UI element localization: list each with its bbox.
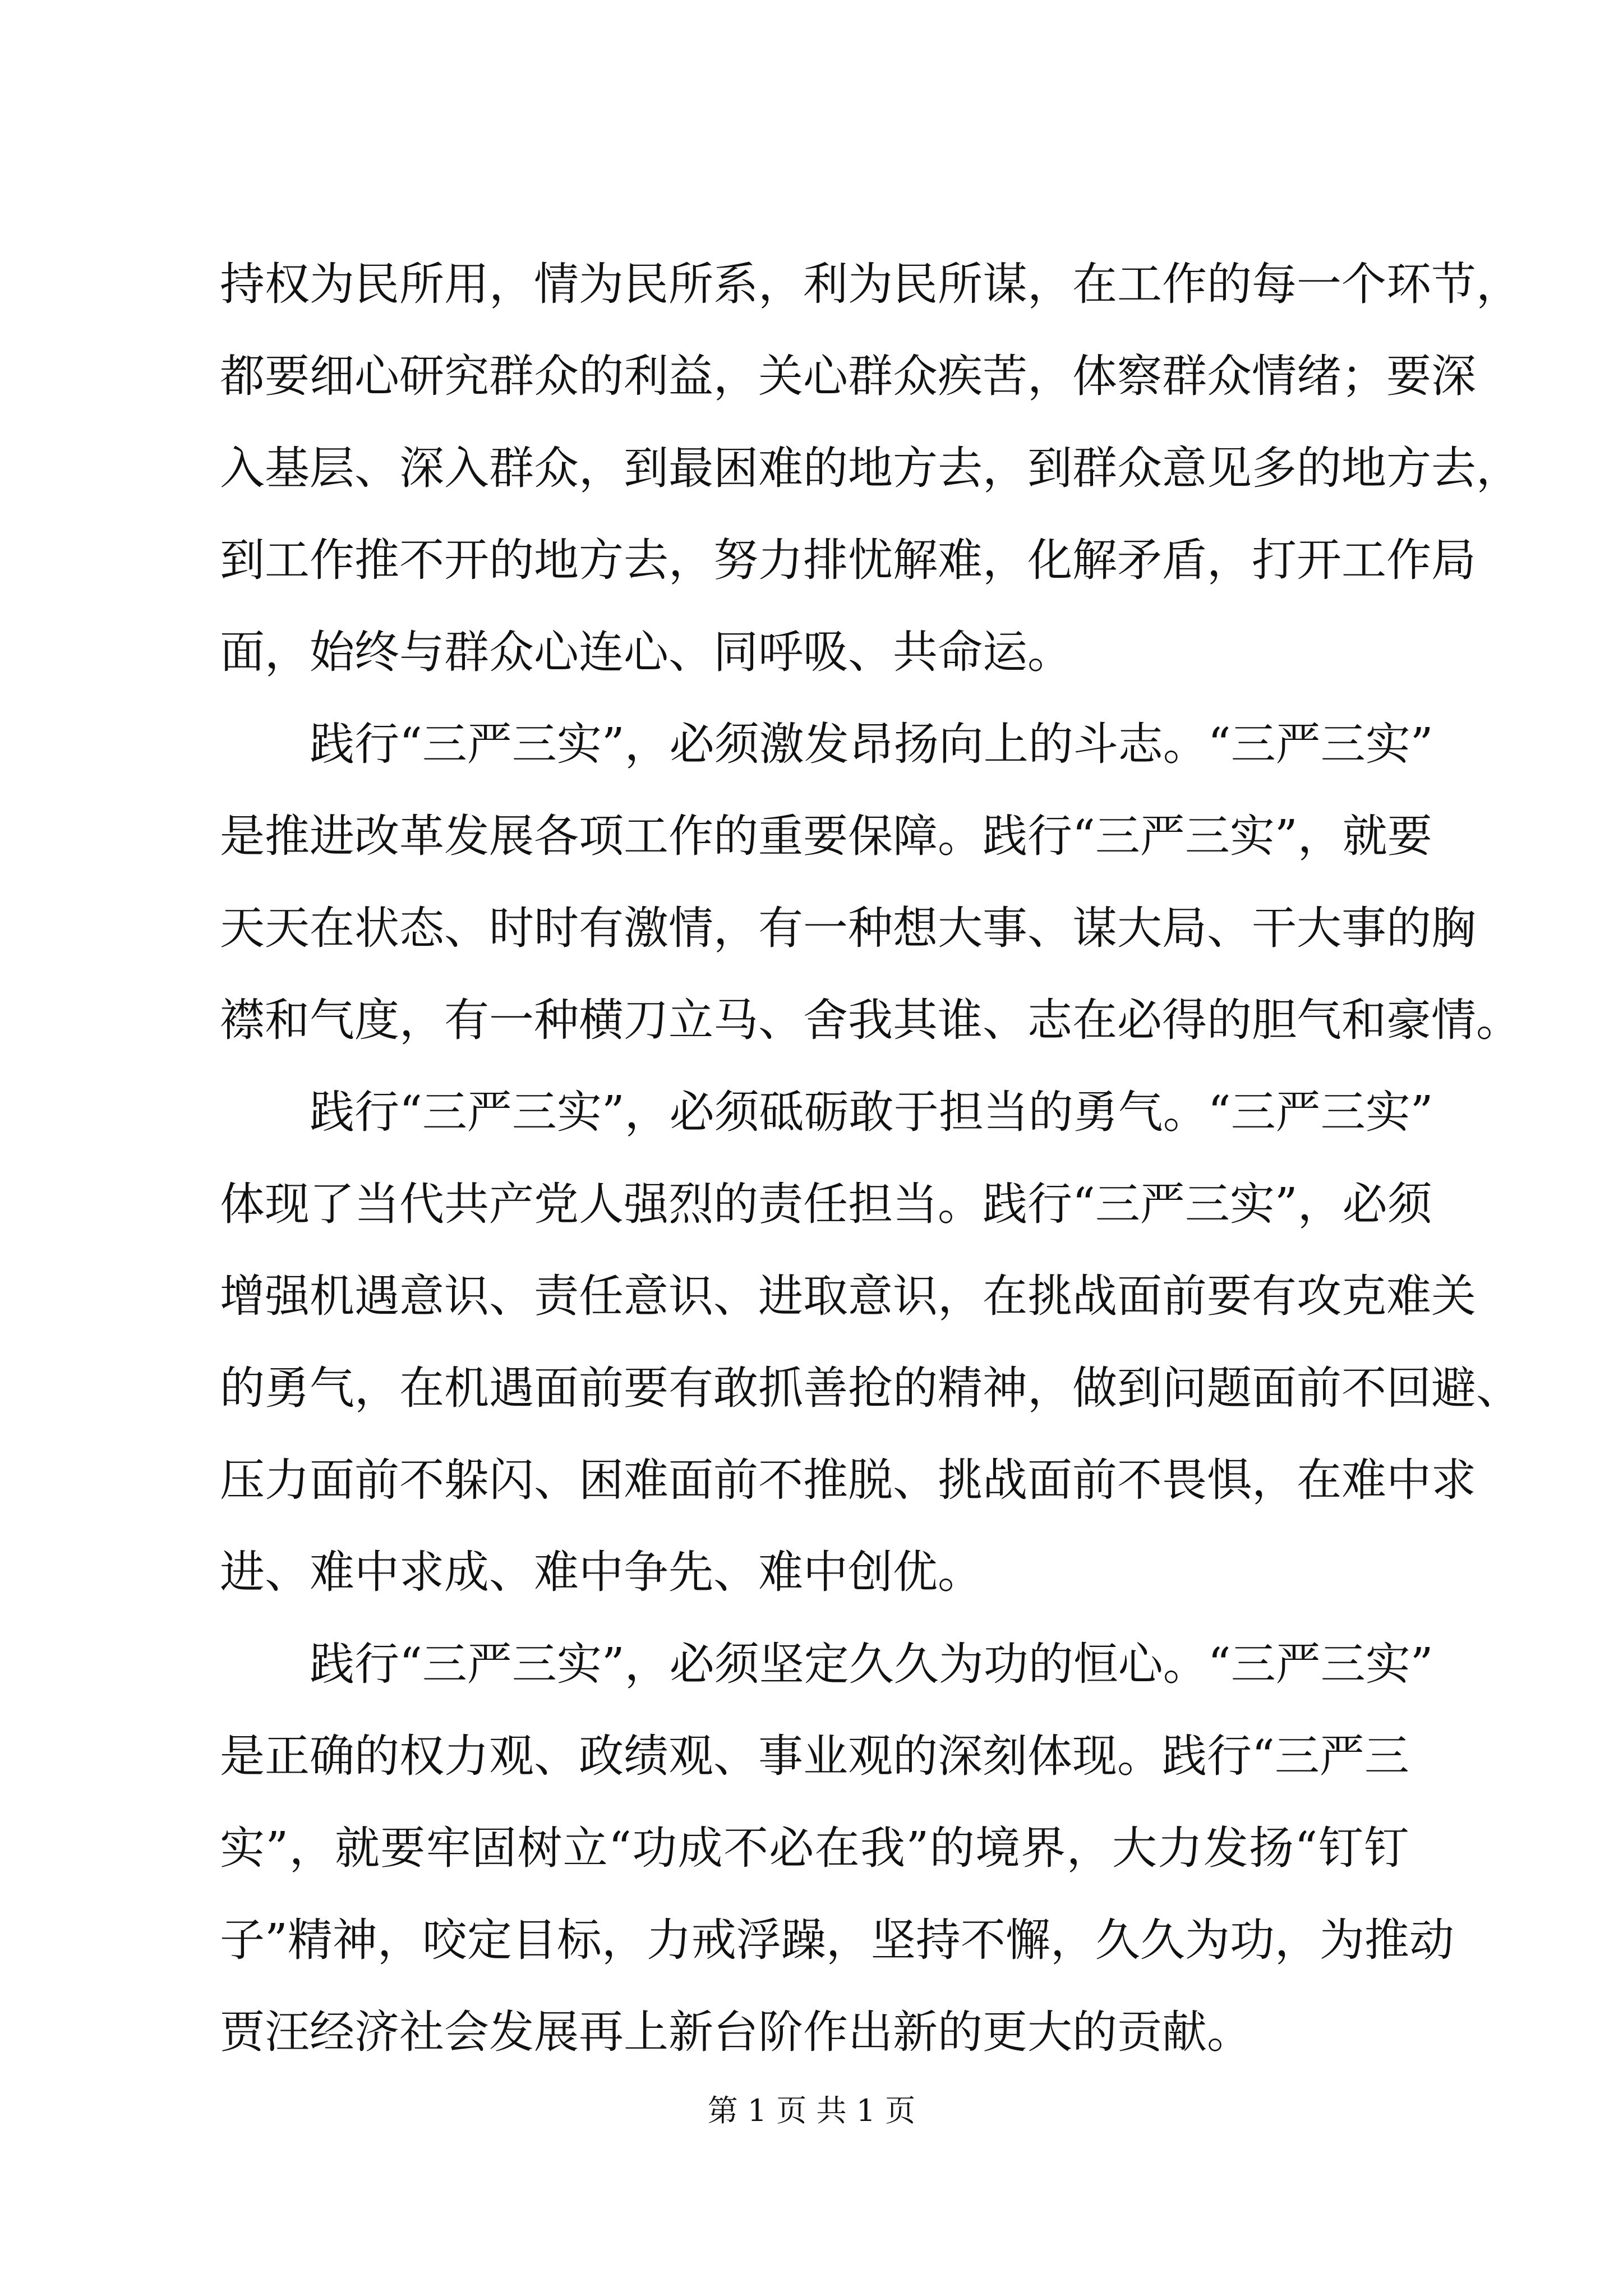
text-line: 子”精神，咬定目标，力戒浮躁，坚持不懈，久久为功，为推动 [220, 1914, 1454, 1966]
text-line: 是推进改革发展各项工作的重要保障。践行“三严三实”，就要 [220, 810, 1432, 862]
text-line: 天天在状态、时时有激情，有一种想大事、谋大局、干大事的胸 [220, 902, 1476, 954]
text-line: 都要细心研究群众的利益，关心群众疾苦，体察群众情绪；要深 [220, 350, 1476, 402]
text-line: 体现了当代共产党人强烈的责任担当。践行“三严三实”，必须 [220, 1178, 1432, 1230]
text-line: 压力面前不躲闪、困难面前不推脱、挑战面前不畏惧，在难中求 [220, 1454, 1476, 1506]
text-line: 进、难中求成、难中争先、难中创优。 [220, 1546, 983, 1598]
page-footer: 第 1 页 共 1 页 [707, 2093, 916, 2128]
body-text [220, 238, 1521, 2078]
text-line: 实”，就要牢固树立“功成不必在我”的境界，大力发扬“钉钉 [220, 1822, 1409, 1874]
text-line: 是正确的权力观、政绩观、事业观的深刻体现。践行“三严三 [220, 1730, 1409, 1782]
text-line: 持权为民所用，情为民所系，利为民所谋，在工作的每一个环节， [220, 258, 1521, 310]
text-line: 贾汪经济社会发展再上新台阶作出新的更大的贡献。 [220, 2006, 1252, 2058]
paragraph-first-line: 践行“三严三实”，必须激发昂扬向上的斗志。“三严三实” [310, 718, 1433, 770]
text-line: 入基层、深入群众，到最困难的地方去，到群众意见多的地方去， [220, 442, 1521, 494]
text-line: 增强机遇意识、责任意识、进取意识，在挑战面前要有攻克难关 [220, 1270, 1476, 1322]
text-line: 襟和气度，有一种横刀立马、舍我其谁、志在必得的胆气和豪情。 [220, 994, 1521, 1046]
text-line: 面，始终与群众心连心、同呼吸、共命运。 [220, 626, 1072, 678]
paragraph-first-line: 践行“三严三实”，必须坚定久久为功的恒心。“三严三实” [310, 1638, 1433, 1690]
text-line: 到工作推不开的地方去，努力排忧解难，化解矛盾，打开工作局 [220, 534, 1476, 586]
paragraph-first-line: 践行“三严三实”，必须砥砺敢于担当的勇气。“三严三实” [310, 1086, 1433, 1138]
text-line: 的勇气，在机遇面前要有敢抓善抢的精神，做到问题面前不回避、 [220, 1362, 1521, 1414]
